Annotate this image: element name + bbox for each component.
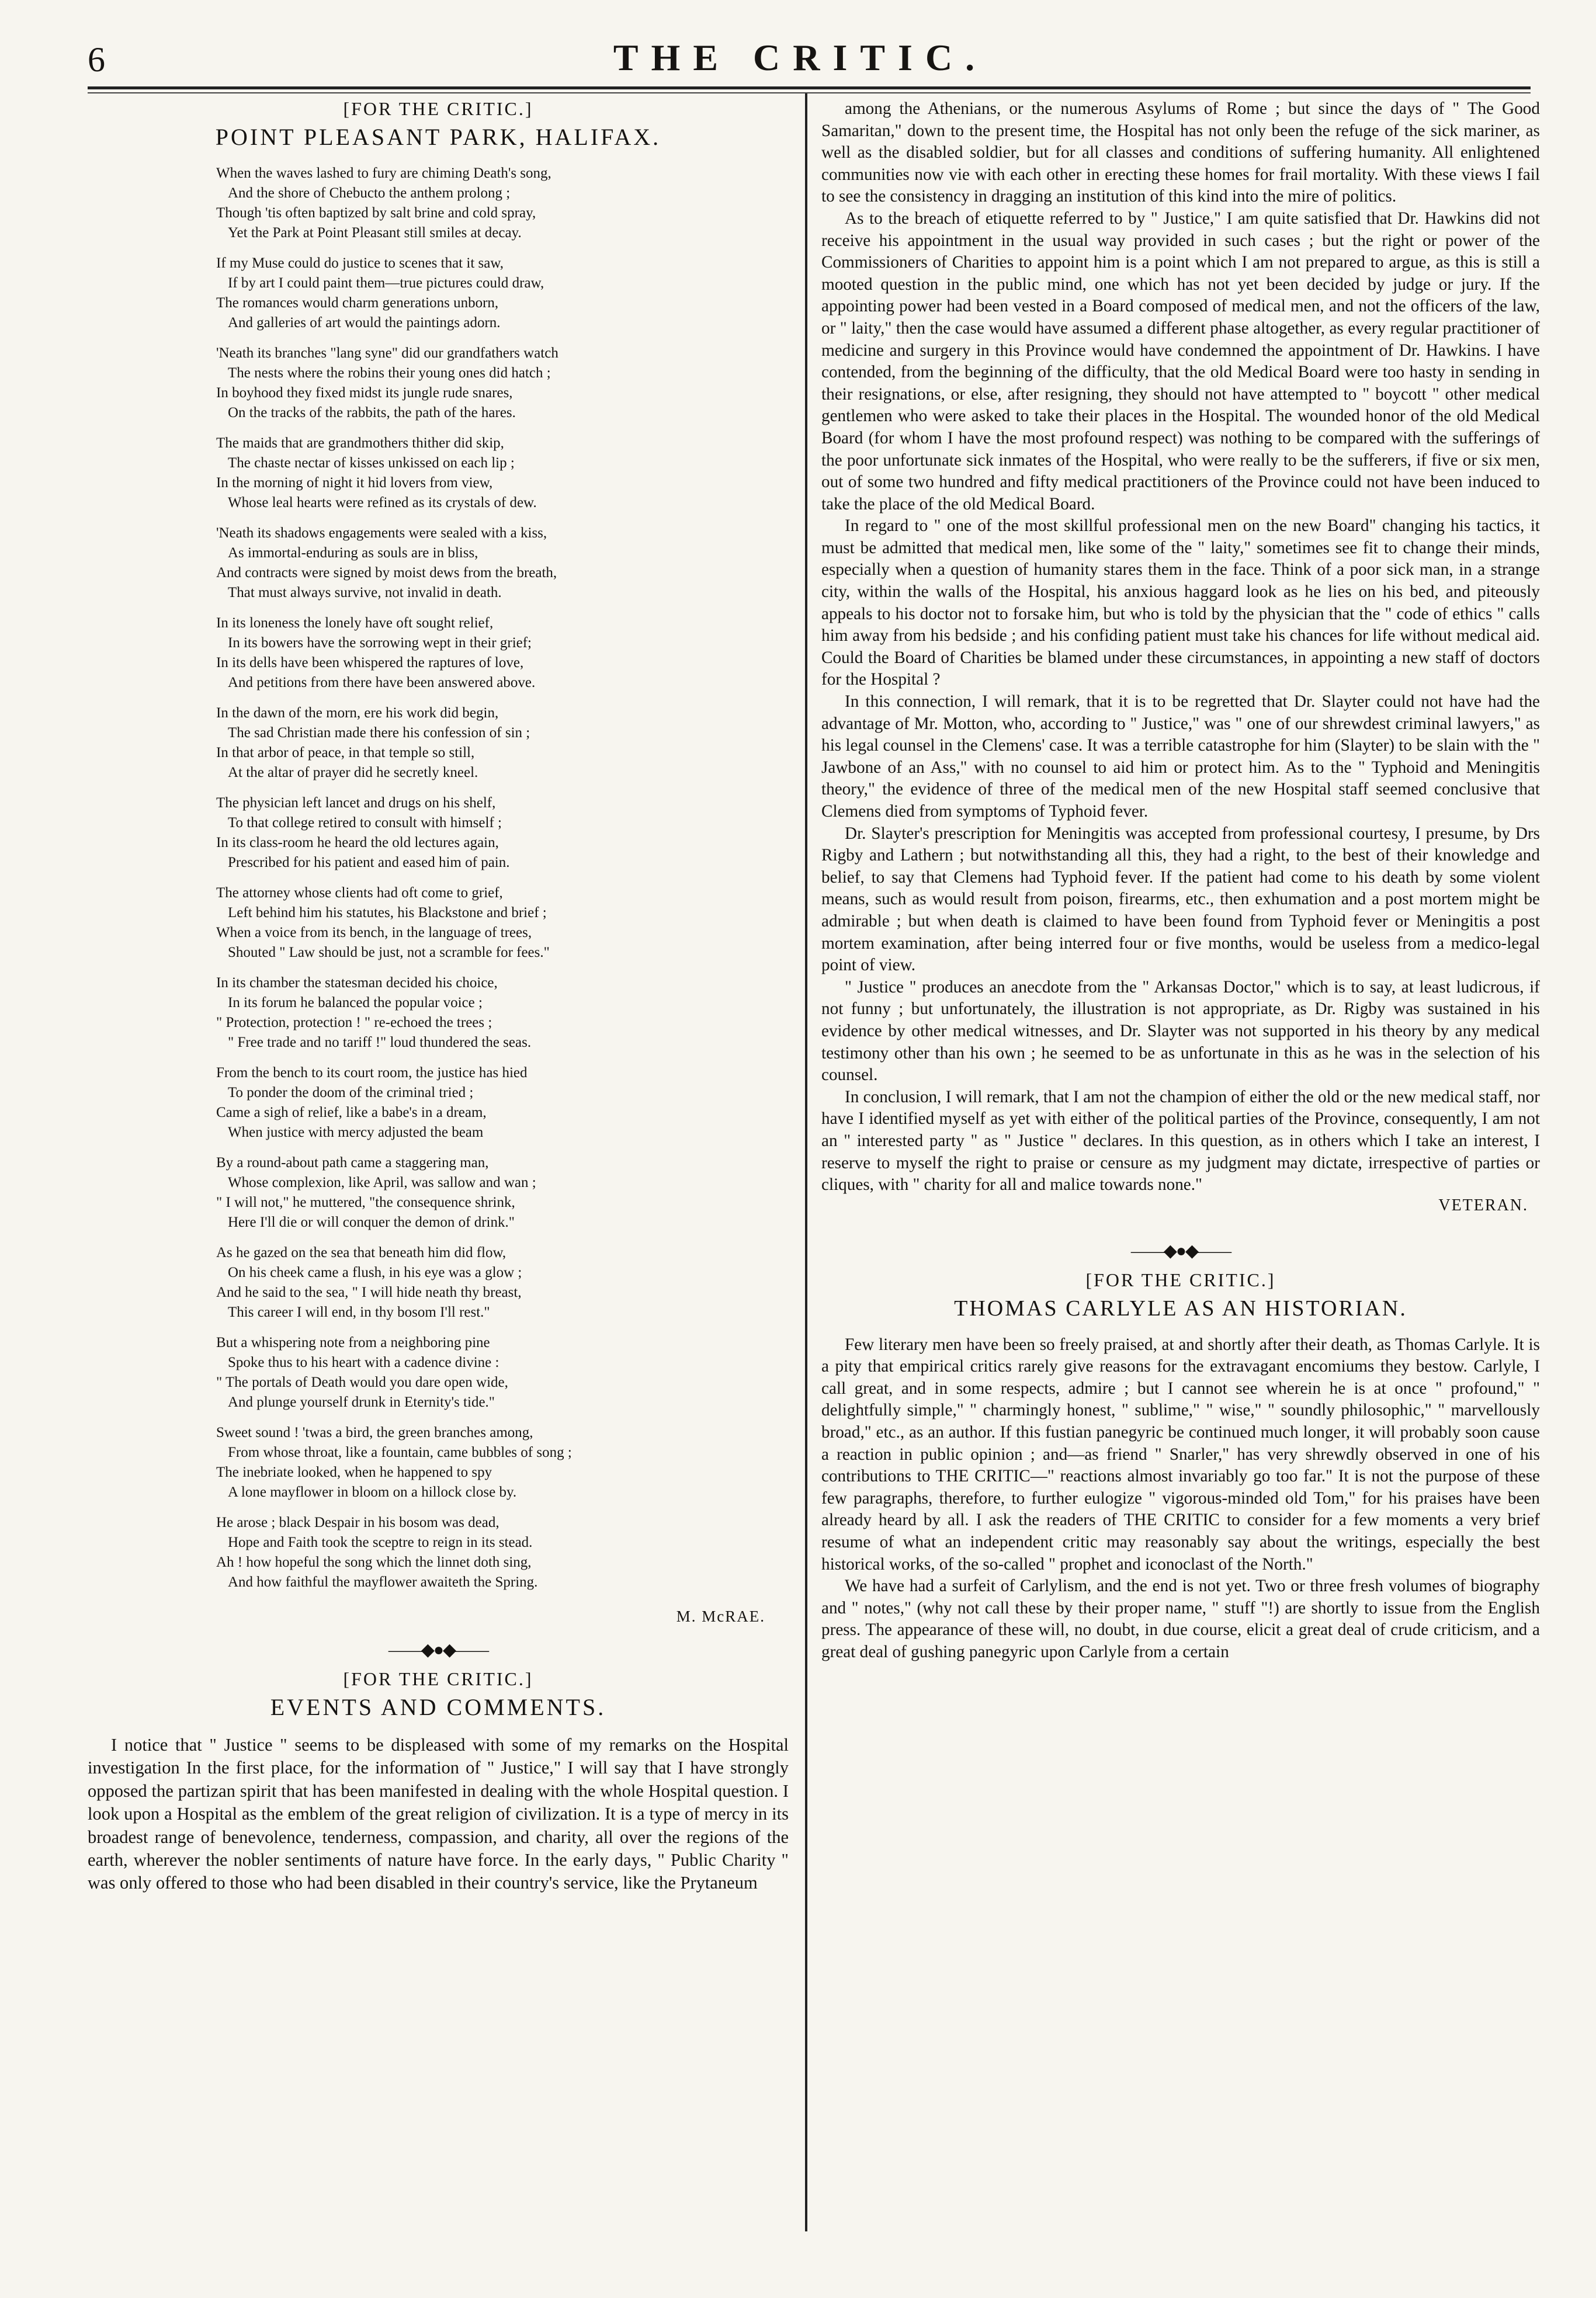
- poem-line: He arose ; black Despair in his bosom was dead,: [216, 1515, 499, 1530]
- poem-body: [216, 164, 789, 1592]
- poem-stanza: [216, 703, 789, 783]
- poem-line: If my Muse could do justice to scenes that it saw,: [216, 255, 504, 271]
- poem-line: In its loneness the lonely have oft sought relief,: [216, 615, 494, 631]
- poem-line: Shouted " Law should be just, not a scramble for fees.": [228, 945, 550, 960]
- article-paragraph: " Justice " produces an anecdote from the " Arkansas Doctor," which is to say, at least ludicrous, if not funny ; but unfortunately, the illustration is not appropriate, as Dr. Rigby was sustained in his evidence by other medical witnesses, and Dr. Slayter was not supported in his theory by any medical testimony other than his own ; he seemed to be as unfortunate in this as he was in the selection of his counsel.: [821, 977, 1540, 1085]
- poem-line: The romances would charm generations unborn,: [216, 295, 499, 311]
- poem-line: But a whispering note from a neighboring pine: [216, 1335, 490, 1351]
- poem-line: Though 'tis often baptized by salt brine and cold spray,: [216, 205, 536, 221]
- poem-line: And the shore of Chebucto the anthem prolong ;: [228, 185, 511, 201]
- article-paragraph: In regard to " one of the most skillful professional men on the new Board" changing his tactics, it must be admitted that medical men, like some of the " laity," sometimes see fit to change their minds, especially when a question of humanity stares them in the face. Think of a poor sick man, in a strange city, within the walls of the Hospital, his anxious haggard look as he lies on his bed, and piteously appeals to his doctor not to forsake him, but who is told by the physician that the " code of ethics " calls him away from his bedside ; and his confiding patient must take his chances for life without medical aid. Could the Board of Charities be blamed under these circumstances, in appointing a new staff of doctors for the Hospital ?: [821, 516, 1540, 689]
- poem-line: Prescribed for his patient and eased him of pain.: [228, 855, 510, 870]
- poem-line: And he said to the sea, " I will hide neath thy breast,: [216, 1285, 522, 1300]
- poem-line: The inebriate looked, when he happened to spy: [216, 1464, 492, 1480]
- poem-line: In its forum he balanced the popular voice ;: [228, 995, 483, 1011]
- column-divider: [805, 93, 807, 2231]
- poem-title: POINT PLEASANT PARK, HALIFAX.: [215, 124, 661, 150]
- poem-line: Sweet sound ! 'twas a bird, the green branches among,: [216, 1425, 533, 1440]
- events-signoff: VETERAN.: [1438, 1196, 1528, 1214]
- poem-line: The physician left lancet and drugs on his shelf,: [216, 795, 496, 811]
- poem-line: Left behind him his statutes, his Blackstone and brief ;: [228, 905, 547, 921]
- poem-stanza: [216, 793, 789, 873]
- events-body-left: [88, 1734, 789, 1895]
- events-title: EVENTS AND COMMENTS.: [270, 1694, 606, 1720]
- poem-line: If by art I could paint them—true pictures could draw,: [228, 275, 544, 291]
- poem-line: " Protection, protection ! " re-echoed the trees ;: [216, 1015, 492, 1030]
- poem-line: The sad Christian made there his confession of sin ;: [228, 725, 530, 741]
- ornament-divider-icon: ――◆●◆――: [388, 1640, 488, 1660]
- poem-line: Here I'll die or will conquer the demon of drink.": [228, 1214, 515, 1230]
- poem-stanza: [216, 1243, 789, 1322]
- page-header: [76, 34, 1525, 86]
- article-paragraph: I notice that " Justice " seems to be displeased with some of my remarks on the Hospital investigation In the first place, for the information of " Justice," I will say that I have strongly opposed the partizan spirit that has been manifested in dealing with the whole Hospital question. I look upon a Hospital as the emblem of the great religion of civilization. It is a type of mercy in its broadest range of benevolence, tenderness, compassion, and charity, all over the regions of the earth, wherever the nobler sentiments of nature have force. In the early days, " Public Charity " was only offered to those who had been disabled in their country's service, like the Prytaneum: [88, 1735, 789, 1893]
- carlyle-title: THOMAS CARLYLE AS AN HISTORIAN.: [954, 1296, 1407, 1321]
- poem-line: The attorney whose clients had oft come to grief,: [216, 885, 503, 901]
- poem-line: Yet the Park at Point Pleasant still smiles at decay.: [228, 225, 522, 241]
- poem-stanza: [216, 973, 789, 1053]
- poem-line: To ponder the doom of the criminal tried ;: [228, 1085, 474, 1101]
- poem-line: Ah ! how hopeful the song which the linnet doth sing,: [216, 1554, 532, 1570]
- page-number: 6: [88, 40, 105, 79]
- poem-line: Hope and Faith took the sceptre to reign in its stead.: [228, 1535, 533, 1550]
- poem-stanza: [216, 164, 789, 243]
- poem-stanza: [216, 1063, 789, 1143]
- poem-stanza: [216, 613, 789, 693]
- poem-line: Whose leal hearts were refined as its crystals of dew.: [228, 495, 537, 511]
- article-paragraph: among the Athenians, or the numerous Asylums of Rome ; but since the days of " The Good Samaritan," down to the present time, the Hospital has not only been the refuge of the sick mariner, as well as the disabled soldier, but for all classes and conditions of suffering humanity. All enlightened communities now vie with each other in erecting these homes for frail mortality. With these views I fail to see the consistency in dragging an institution of this kind into the mire of politics.: [821, 99, 1540, 206]
- article-paragraph: We have had a surfeit of Carlylism, and the end is not yet. Two or three fresh volumes of biography and " notes," (why not call these by their proper name, " stuff "!) are shortly to issue from the English press. The appearance of these will, no doubt, in due course, elicit a great deal of crude criticism, and a great deal of gushing panegyric upon Carlyle from a certain: [821, 1577, 1540, 1661]
- carlyle-body: [821, 1334, 1540, 1664]
- poem-line: A lone mayflower in bloom on a hillock close by.: [228, 1484, 517, 1500]
- poem-line: From the bench to its court room, the justice has hied: [216, 1065, 528, 1081]
- poem-stanza: [216, 1333, 789, 1412]
- poem-line: This career I will end, in thy bosom I'll rest.": [228, 1304, 490, 1320]
- events-kicker: [FOR THE CRITIC.]: [343, 1668, 533, 1689]
- article-paragraph: Dr. Slayter's prescription for Meningitis was accepted from professional courtesy, I presume, by Drs Rigby and Lathern ; but notwithstanding all this, they had a right, to the best of their knowledge and belief, to say that Clemens had Typhoid fever. If the patient had come to his death by some violent means, such as would result from poison, firearms, etc., then exhumation and a post mortem might be admirable ; but when death is claimed to have been found from Typhoid fever or Meningitis a post mortem examination, after being interred four or five months, would be useless from a medico-legal point of view.: [821, 824, 1540, 975]
- poem-line: To that college retired to consult with himself ;: [228, 815, 502, 831]
- poem-line: In the dawn of the morn, ere his work did begin,: [216, 705, 499, 721]
- masthead: THE CRITIC.: [613, 37, 988, 78]
- poem-line: In its chamber the statesman decided his choice,: [216, 975, 498, 991]
- poem-line: At the altar of prayer did he secretly kneel.: [228, 765, 478, 780]
- article-paragraph: As to the breach of etiquette referred to by " Justice," I am quite satisfied that Dr. Hawkins did not receive his appointment in the usual way provided in such cases ; but the right or power of the Commissioners of Charities to appoint him is a point which I am not prepared to argue, as this is still a mooted question in the public mind, one which has not yet been decided by judge or jury. If the appointing power had been vested in a Board composed of medical men, and not the officers of the law, or " laity," then the case would have assumed a different phase altogether, as every regular practitioner of medicine and surgery in this Province would have condemned the appointment of Dr. Hawkins. I have contended, from the beginning of the difficulty, that the old Medical Board were too hasty in sending in their resignations, or else, after resigning, they should not have attempted to " boycott " other medical gentlemen who were asked to take their places in the Hospital. The wounded honor of the old Medical Board (for whom I have the most profound respect) was nothing to be compared with the sufferings of the poor unfortunate sick inmates of the Hospital, who were really to be the sufferers, if five or six men, out of some two hundred and fifty medical practitioners of the Province could not have been induced to take the place of the old Medical Board.: [821, 209, 1540, 513]
- poem-stanza: [216, 433, 789, 513]
- ornament-divider-icon: ――◆●◆――: [1130, 1241, 1231, 1261]
- poem-line: Whose complexion, like April, was sallow and wan ;: [228, 1175, 536, 1190]
- poem-line: In boyhood they fixed midst its jungle rude snares,: [216, 385, 513, 401]
- poem-stanza: [216, 1423, 789, 1502]
- poem-line: When the waves lashed to fury are chiming Death's song,: [216, 165, 551, 181]
- poem-line: In its dells have been whispered the raptures of love,: [216, 655, 524, 671]
- poem-stanza: [216, 883, 789, 963]
- poem-line: 'Neath its shadows engagements were sealed with a kiss,: [216, 525, 547, 541]
- poem-line: " I will not," he muttered, "the consequence shrink,: [216, 1195, 515, 1210]
- left-column: [88, 98, 789, 1895]
- poem-line: And plunge yourself drunk in Eternity's tide.": [228, 1394, 495, 1410]
- poem-line: In the morning of night it hid lovers from view,: [216, 475, 493, 491]
- header-rule: [88, 86, 1531, 89]
- events-body-right: [821, 98, 1540, 1196]
- poem-stanza: [216, 523, 789, 603]
- poem-line: When justice with mercy adjusted the beam: [228, 1124, 484, 1140]
- poem-line: On his cheek came a flush, in his eye was a glow ;: [228, 1265, 522, 1280]
- poem-stanza: [216, 254, 789, 333]
- poem-line: Spoke thus to his heart with a cadence divine :: [228, 1355, 499, 1370]
- poem-stanza: [216, 1513, 789, 1592]
- article-paragraph: In conclusion, I will remark, that I am not the champion of either the old or the new medical staff, nor have I identified myself as yet with either of the political parties of the Province, consequently, I am not an " interested party " as " Justice " declares. In this question, as in others which I take an interest, I reserve to myself the right to praise or censure as my judgment may dictate, irrespective of parties or cliques, with " charity for all and malice towards none.": [821, 1087, 1540, 1195]
- poem-line: Came a sigh of relief, like a babe's in a dream,: [216, 1105, 487, 1120]
- poem-line: On the tracks of the rabbits, the path of the hares.: [228, 405, 516, 421]
- poem-line: In its bowers have the sorrowing wept in their grief;: [228, 635, 532, 651]
- poem-line: In its class-room he heard the old lectures again,: [216, 835, 499, 851]
- carlyle-kicker: [FOR THE CRITIC.]: [1085, 1269, 1276, 1290]
- poem-line: 'Neath its branches "lang syne" did our grandfathers watch: [216, 345, 558, 361]
- poem-line: " The portals of Death would you dare open wide,: [216, 1374, 508, 1390]
- poem-line: In that arbor of peace, in that temple so still,: [216, 745, 475, 761]
- poem-line: That must always survive, not invalid in death.: [228, 585, 502, 600]
- poem-line: And galleries of art would the paintings adorn.: [228, 315, 501, 331]
- article-paragraph: Few literary men have been so freely praised, at and shortly after their death, as Thomas Carlyle. It is a pity that empirical critics rarely give reasons for the extravagant encomiums they bestow. Carlyle, I call great, and in some respects, admire ; but I cannot see wherein he is at once " profound," " delightfully simple," " charmingly honest, " sublime," " wise," " soundly philosophic," " marvellously broad," etc., as an author. If this fustian panegyric be continued much longer, it will probably soon cause a reaction in public opinion ; and—as friend " Snarler," has very shrewdly observed in one of his contributions to THE CRITIC—" reactions almost invariably go too far." It is not the purpose of these few paragraphs, therefore, to further eulogize " vigorous-minded old Tom," for his praises have been already heard by all. I ask the readers of THE CRITIC to consider for a few moments a very brief resume of what an independent critic may reasonably say about the writings, especially the best historical works, of the so-called " prophet and iconoclast of the North.": [821, 1335, 1540, 1574]
- poem-signature: M. McRAE.: [676, 1608, 765, 1625]
- poem-line: The maids that are grandmothers thither did skip,: [216, 435, 504, 451]
- poem-line: From whose throat, like a fountain, came bubbles of song ;: [228, 1445, 572, 1460]
- poem-line: As immortal-enduring as souls are in bliss,: [228, 545, 478, 561]
- right-column: [821, 98, 1540, 1664]
- poem-stanza: [216, 343, 789, 423]
- poem-line: And contracts were signed by moist dews from the breath,: [216, 565, 557, 581]
- poem-kicker: [FOR THE CRITIC.]: [343, 98, 533, 119]
- article-paragraph: In this connection, I will remark, that it is to be regretted that Dr. Slayter could not have had the advantage of Mr. Motton, who, according to " Justice," was " one of our shrewdest criminal lawyers," as his legal counsel in the Clemens' case. It was a terrible catastrophe for him (Slayter) to be slain with the " Jawbone of an Ass," with no counsel to aid him or protect him. As to the " Typhoid and Meningitis theory," the evidence of three of the medical men of the new Hospital staff seemed conclusive that Clemens died from symptoms of Typhoid fever.: [821, 692, 1540, 821]
- poem-line: When a voice from its bench, in the language of trees,: [216, 925, 532, 940]
- poem-line: As he gazed on the sea that beneath him did flow,: [216, 1245, 506, 1261]
- poem-stanza: [216, 1153, 789, 1233]
- poem-line: The chaste nectar of kisses unkissed on each lip ;: [228, 455, 515, 471]
- header-rule-thin: [88, 92, 1531, 93]
- poem-line: And petitions from there have been answered above.: [228, 675, 536, 690]
- poem-line: " Free trade and no tariff !" loud thundered the seas.: [228, 1035, 532, 1050]
- poem-line: The nests where the robins their young ones did hatch ;: [228, 365, 551, 381]
- poem-line: And how faithful the mayflower awaiteth the Spring.: [228, 1574, 538, 1590]
- poem-line: By a round-about path came a staggering man,: [216, 1155, 489, 1171]
